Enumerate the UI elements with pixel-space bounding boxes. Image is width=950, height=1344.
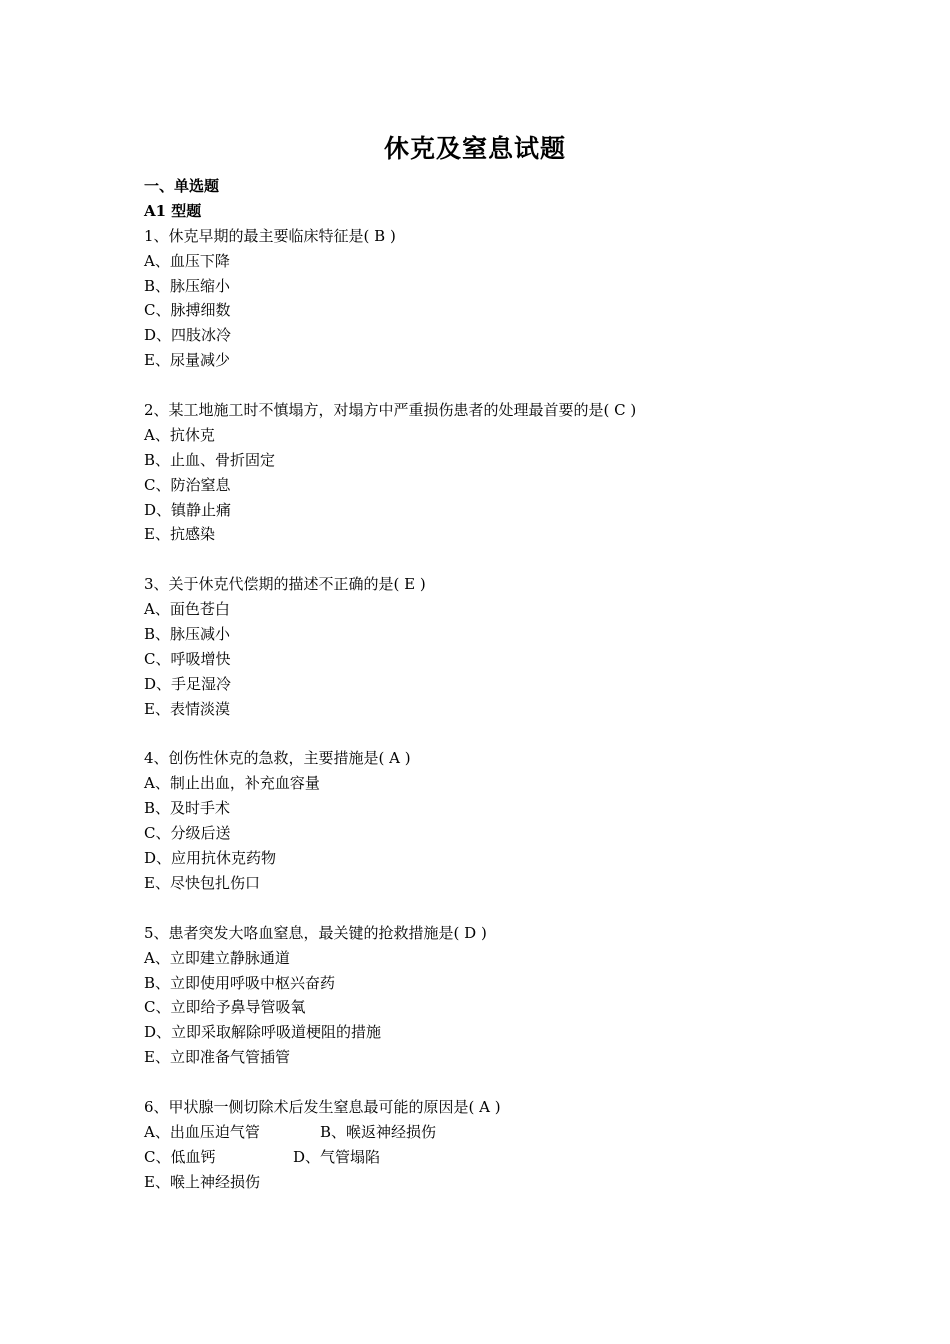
question-stem: 1、休克早期的最主要临床特征是( B ): [144, 226, 396, 245]
question-stem: 5、患者突发大咯血窒息，最关键的抢救措施是( D ): [144, 923, 487, 942]
option-a: A、立即建立静脉通道: [144, 948, 290, 967]
option-a: A、出血压迫气管: [144, 1122, 260, 1141]
question-1: [144, 224, 824, 373]
option-c: C、低血钙: [144, 1147, 216, 1166]
option-b: B、脉压减小: [144, 625, 231, 644]
question-2: [144, 398, 824, 547]
option-c: C、呼吸增快: [144, 649, 231, 668]
option-a: A、抗休克: [144, 425, 215, 444]
page-title: 休克及窒息试题: [383, 134, 566, 163]
option-d: D、气管塌陷: [293, 1147, 381, 1166]
option-b: B、立即使用呼吸中枢兴奋药: [144, 973, 336, 992]
option-e: E、喉上神经损伤: [144, 1172, 260, 1191]
section-heading: 一、单选题: [144, 177, 220, 195]
question-stem: 2、某工地施工时不慎塌方，对塌方中严重损伤患者的处理最首要的是( C ): [144, 401, 637, 420]
question-stem: 6、甲状腺一侧切除术后发生窒息最可能的原因是( A ): [144, 1097, 501, 1116]
question-3: [144, 572, 824, 721]
option-b: B、止血、骨折固定: [144, 450, 276, 469]
question-stem: 3、关于休克代偿期的描述不正确的是( E ): [144, 575, 426, 594]
option-b: B、脉压缩小: [144, 276, 231, 295]
option-c: C、立即给予鼻导管吸氧: [144, 998, 306, 1017]
option-d: D、应用抗休克药物: [144, 849, 277, 868]
spacer: [144, 1070, 824, 1095]
question-4: [144, 746, 824, 895]
spacer: [144, 722, 824, 747]
option-d: D、立即采取解除呼吸道梗阻的措施: [144, 1023, 382, 1042]
spacer: [144, 373, 824, 398]
document-body: [144, 174, 824, 1195]
option-c: C、防治窒息: [144, 475, 231, 494]
option-c: C、脉搏细数: [144, 301, 231, 320]
option-e: E、立即准备气管插管: [144, 1048, 290, 1067]
question-5: [144, 921, 824, 1070]
option-a: A、制止出血，补充血容量: [144, 774, 320, 793]
option-c: C、分级后送: [144, 824, 231, 843]
option-row: [144, 1120, 824, 1145]
question-6: [144, 1095, 824, 1195]
option-e: E、尿量减少: [144, 351, 230, 370]
option-e: E、表情淡漠: [144, 699, 230, 718]
option-a: A、面色苍白: [144, 600, 230, 619]
option-b: B、及时手术: [144, 799, 231, 818]
option-a: A、血压下降: [144, 251, 230, 270]
option-d: D、四肢冰冷: [144, 326, 232, 345]
option-d: D、镇静止痛: [144, 500, 232, 519]
question-stem: 4、创伤性休克的急救，主要措施是( A ): [144, 749, 411, 768]
option-e: E、抗感染: [144, 525, 215, 544]
spacer: [144, 896, 824, 921]
option-e: E、尽快包扎伤口: [144, 873, 260, 892]
spacer: [144, 547, 824, 572]
subsection-heading: A1 型题: [144, 201, 202, 220]
option-d: D、手足湿冷: [144, 674, 232, 693]
option-b: B、喉返神经损伤: [320, 1122, 437, 1141]
option-row: [144, 1145, 824, 1170]
